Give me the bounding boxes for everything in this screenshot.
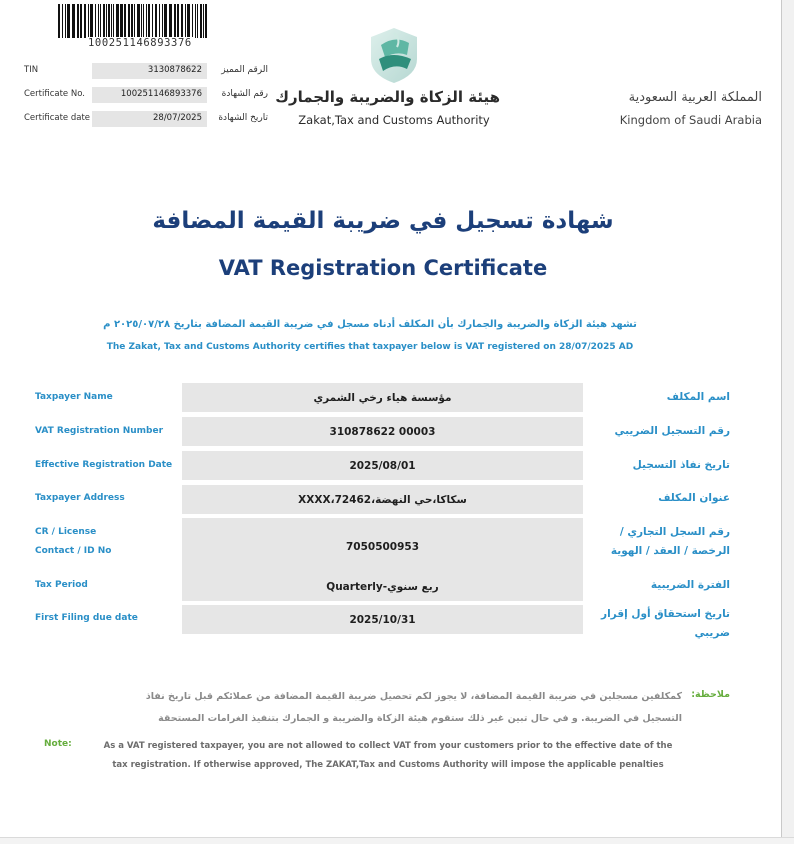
barcode-bar bbox=[174, 4, 176, 38]
authority-name-en: Zakat,Tax and Customs Authority bbox=[298, 113, 490, 127]
note-text-ar: كمكلفين مسجلين في ضريبة القيمة المضافة، لا يجوز لكم تحصيل ضريبة القيمة المضافة من عملائكم قبل تاريخ نفاذ التسجيل في الضريبة. و في حال تبين غير ذلك ستقوم هيئة الزكاة والضريبة و الجمارك بتنفيذ الغرامات المستحقة bbox=[145, 691, 682, 724]
note-label-en: Note: bbox=[44, 739, 72, 749]
field-label-en-tax-period: Tax Period bbox=[35, 580, 88, 590]
field-value-cr-license bbox=[182, 518, 583, 575]
field-value-address bbox=[182, 485, 583, 514]
barcode-bar bbox=[152, 4, 153, 38]
field-value-taxpayer-name bbox=[182, 383, 583, 412]
field-value-tax-period bbox=[182, 572, 583, 601]
field-value-text: مؤسسة هياء رخي الشمري bbox=[313, 391, 452, 404]
field-value-text: سكاكا،حي النهضة،72462،XXXX bbox=[298, 493, 467, 506]
field-label-en-contact-id: Contact / ID No bbox=[35, 546, 112, 556]
meta-label-en: Certificate date bbox=[24, 113, 91, 123]
barcode-bar bbox=[77, 4, 79, 38]
field-value-text: ربع سنوي-Quarterly bbox=[326, 580, 439, 593]
barcode-bar bbox=[185, 4, 186, 38]
field-label-en-address: Taxpayer Address bbox=[35, 493, 125, 503]
meta-label-en: TIN bbox=[24, 65, 39, 75]
kingdom-name-ar: المملكة العربية السعودية bbox=[628, 90, 762, 105]
meta-value: 28/07/2025 bbox=[92, 111, 207, 127]
barcode-bar bbox=[203, 4, 204, 38]
field-value-text: 310878622 00003 bbox=[329, 425, 436, 438]
barcode-bar bbox=[90, 4, 93, 38]
certification-statement-ar: تشهد هيئة الزكاة والضريبة والجمارك بأن المكلف أدناه مسجل في ضريبة القيمة المضافة بتاريخ ٢٠٢٥/٠٧/٢٨ م bbox=[103, 319, 637, 330]
note-text-en: As a VAT registered taxpayer, you are not allowed to collect VAT from your customers prior to the effective date of the tax registration. If otherwise approved, The ZAKAT,Tax and Customs Authority will impose the applicable penalties bbox=[103, 741, 673, 770]
barcode-bar bbox=[164, 4, 167, 38]
barcode-bar bbox=[58, 4, 60, 38]
barcode-bar bbox=[103, 4, 105, 38]
meta-label-ar: تاريخ الشهادة bbox=[218, 113, 268, 123]
field-label-ar-address: عنوان المكلف bbox=[658, 492, 730, 504]
meta-label-ar: رقم الشهادة bbox=[221, 89, 268, 99]
authority-name-ar: هيئة الزكاة والضريبة والجمارك bbox=[275, 88, 500, 106]
field-value-text: 2025/10/31 bbox=[349, 613, 416, 626]
kingdom-name-en: Kingdom of Saudi Arabia bbox=[619, 113, 762, 127]
barcode-bar bbox=[95, 4, 96, 38]
barcode-bar bbox=[181, 4, 183, 38]
barcode-bar bbox=[116, 4, 119, 38]
barcode-bar bbox=[169, 4, 172, 38]
field-label-ar-first-filing: تاريخ استحقاق أول إقرار ضريبي bbox=[601, 608, 730, 639]
barcode-bar bbox=[187, 4, 190, 38]
meta-value: 100251146893376 bbox=[92, 87, 207, 103]
title-ar: شهادة تسجيل في ضريبة القيمة المضافة bbox=[152, 208, 614, 234]
barcode-bar bbox=[108, 4, 110, 38]
field-label-ar-cr-license: رقم السجل التجاري / الرخصة / العقد / الهوية bbox=[610, 526, 730, 557]
barcode-bar bbox=[67, 4, 70, 38]
meta-label-ar: الرقم المميز bbox=[221, 65, 268, 75]
field-label-en-cr-license: CR / License bbox=[35, 527, 97, 537]
field-label-en-effective-date: Effective Registration Date bbox=[35, 460, 173, 470]
field-value-effective-date bbox=[182, 451, 583, 480]
barcode-bar bbox=[159, 4, 160, 38]
barcode-bar bbox=[88, 4, 89, 38]
field-value-text: 7050500953 bbox=[345, 540, 420, 553]
barcode bbox=[58, 4, 208, 38]
field-label-en-taxpayer-name: Taxpayer Name bbox=[35, 392, 113, 402]
field-value-text: 2025/08/01 bbox=[349, 459, 416, 472]
note-label-ar: ملاحظة: bbox=[691, 689, 730, 700]
barcode-bar bbox=[100, 4, 101, 38]
barcode-bar bbox=[155, 4, 157, 38]
barcode-bar bbox=[124, 4, 126, 38]
barcode-bar bbox=[84, 4, 86, 38]
field-label-en-first-filing: First Filing due date bbox=[35, 613, 138, 623]
barcode-bar bbox=[200, 4, 202, 38]
field-label-ar-tax-period: الفترة الضريبية bbox=[650, 579, 730, 591]
meta-value: 3130878622 bbox=[92, 63, 207, 79]
meta-label-en: Certificate No. bbox=[24, 89, 85, 99]
field-label-en-vat-number: VAT Registration Number bbox=[35, 426, 164, 436]
barcode-bar bbox=[141, 4, 142, 38]
page-edge-right bbox=[781, 0, 794, 844]
barcode-bar bbox=[98, 4, 99, 38]
barcode-bar bbox=[111, 4, 112, 38]
barcode-bar bbox=[131, 4, 133, 38]
barcode-bar bbox=[134, 4, 135, 38]
field-label-ar-effective-date: تاريخ نفاذ التسجيل bbox=[632, 459, 730, 471]
barcode-bar bbox=[162, 4, 163, 38]
barcode-bar bbox=[192, 4, 193, 38]
field-value-first-filing bbox=[182, 605, 583, 634]
field-label-ar-vat-number: رقم التسجيل الضريبي bbox=[614, 425, 730, 437]
barcode-bar bbox=[177, 4, 179, 38]
barcode-bar bbox=[195, 4, 196, 38]
barcode-bar bbox=[128, 4, 130, 38]
barcode-bar bbox=[72, 4, 75, 38]
field-value-vat-number bbox=[182, 417, 583, 446]
title-en: VAT Registration Certificate bbox=[218, 256, 548, 280]
barcode-bar bbox=[146, 4, 147, 38]
zatca-logo-icon bbox=[367, 25, 421, 85]
barcode-bar bbox=[62, 4, 63, 38]
barcode-bar bbox=[137, 4, 140, 38]
barcode-bar bbox=[65, 4, 66, 38]
barcode-bar bbox=[120, 4, 123, 38]
barcode-bar bbox=[106, 4, 107, 38]
certification-statement-en: The Zakat, Tax and Customs Authority certifies that taxpayer below is VAT registered on 28/07/2025 AD bbox=[106, 342, 634, 352]
field-label-ar-taxpayer-name: اسم المكلف bbox=[666, 391, 730, 403]
barcode-bar bbox=[205, 4, 207, 38]
barcode-bar bbox=[148, 4, 150, 38]
page-edge-bottom bbox=[0, 837, 794, 844]
barcode-bar bbox=[197, 4, 198, 38]
barcode-bar bbox=[113, 4, 114, 38]
barcode-number: 100251146893376 bbox=[88, 37, 192, 49]
barcode-bar bbox=[80, 4, 82, 38]
barcode-bar bbox=[143, 4, 144, 38]
